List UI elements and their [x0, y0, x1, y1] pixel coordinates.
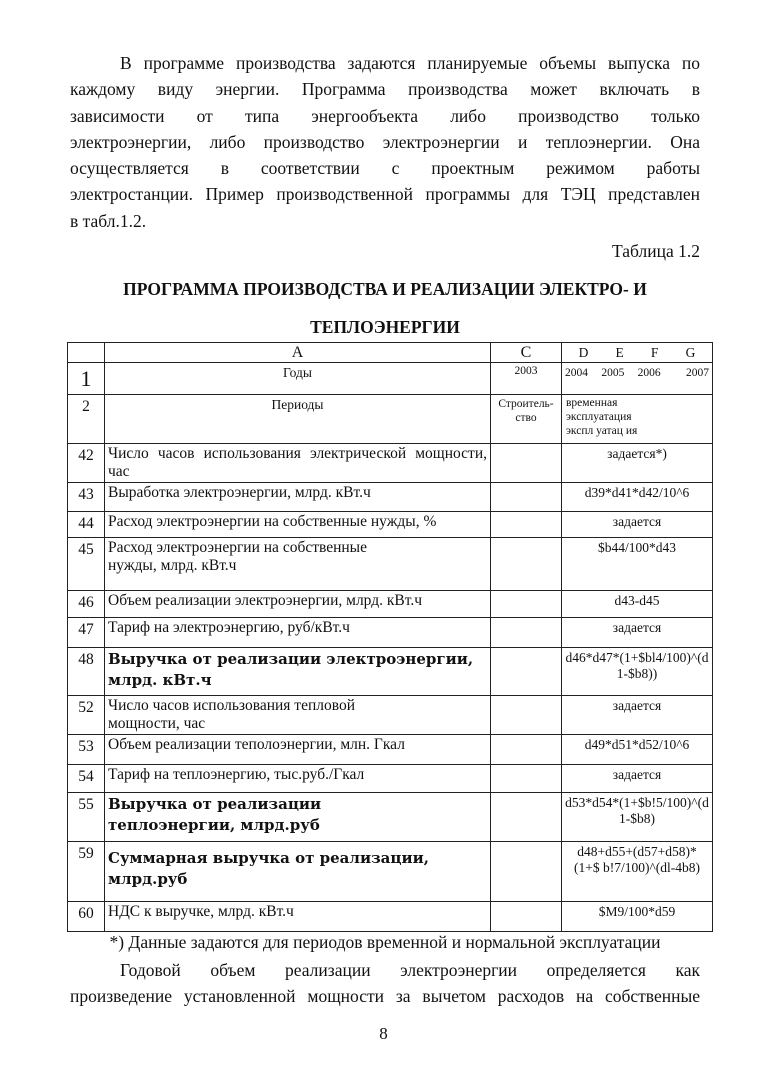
row-c-cell: [491, 512, 562, 538]
year: 2005: [601, 367, 625, 379]
row-number: 42: [68, 444, 105, 483]
intro-line: электроэнергии, либо производство электроэнергии и теплоэнергии. Она: [70, 131, 700, 152]
row-c-cell: [491, 793, 562, 842]
row-c-cell: [491, 735, 562, 765]
row-label: Тариф на электроэнергию, руб/кВт.ч: [105, 618, 491, 648]
table-title-line: ПРОГРАММА ПРОИЗВОДСТВА И РЕАЛИЗАЦИИ ЭЛЕКТРО- И: [123, 279, 647, 299]
table-row: [68, 696, 713, 735]
row-number: 44: [68, 512, 105, 538]
production-program-table: [67, 342, 713, 932]
table-row: [68, 842, 713, 902]
row-number: 55: [68, 793, 105, 842]
table-row: [68, 648, 713, 696]
intro-paragraph: [70, 50, 700, 234]
table-footnote: *) Данные задаются для периодов временной и нормальной эксплуатации: [109, 932, 661, 952]
outro-line: Годовой объем реализации электроэнергии определяется как: [120, 960, 700, 980]
column-letter-f: F: [650, 345, 659, 360]
intro-line: электростанции. Пример производственной программы для ТЭЦ представлен: [70, 184, 700, 205]
row-c-cell: [491, 765, 562, 793]
row-formula: d46*d47*(1+$bl4/100)^(d 1-$b8)): [562, 648, 713, 696]
corner-cell: [68, 343, 105, 363]
row-label: Суммарная выручка от реализации, млрд.руб: [105, 842, 491, 902]
row-number: 52: [68, 696, 105, 735]
period-line: временная: [566, 397, 618, 409]
year: 2006: [637, 367, 661, 379]
intro-line: В программе производства задаются планируемые объемы выпуска по: [120, 53, 700, 73]
column-letter-g: G: [685, 345, 696, 360]
row-number: 60: [68, 902, 105, 932]
table-row-periods: [68, 395, 713, 444]
row-formula: d49*d51*d52/10^6: [562, 735, 713, 765]
row-label: Выработка электроэнергии, млрд. кВт.ч: [105, 483, 491, 512]
table-row: [68, 765, 713, 793]
row-formula: $b44/100*d43: [562, 538, 713, 591]
row-label: Число часов использования электрической мощности, час: [105, 444, 491, 483]
row-label: Расход электроэнергии на собственные нужды, млрд. кВт.ч: [105, 538, 491, 591]
row-number: 2: [68, 395, 105, 444]
row-label: Число часов использования тепловой мощности, час: [105, 696, 491, 735]
row-label: Годы: [105, 363, 491, 395]
row-number: 53: [68, 735, 105, 765]
row-label: Объем реализации теполоэнергии, млн. Гкал: [105, 735, 491, 765]
table-row: [68, 735, 713, 765]
table-row: [68, 444, 713, 483]
intro-line: осуществляется в соответствии с проектным режимом работы: [70, 158, 700, 179]
row-c-cell: [491, 483, 562, 512]
row-formula: задается: [562, 512, 713, 538]
row-label: Расход электроэнергии на собственные нужды, %: [105, 512, 491, 538]
outro-line: произведение установленной мощности за вычетом расходов на собственные: [70, 986, 700, 1007]
row-label: Объем реализации электроэнергии, млрд. кВт.ч: [105, 591, 491, 618]
table-row: [68, 618, 713, 648]
row-formula: задается: [562, 618, 713, 648]
row-c-cell: [491, 591, 562, 618]
year-2003: 2003: [491, 363, 562, 395]
period-construction: Строитель-ство: [491, 395, 562, 444]
page-number: 8: [379, 1024, 388, 1043]
year: 2007: [685, 367, 709, 379]
table-row: [68, 538, 713, 591]
table-title-line: ТЕПЛОЭНЕРГИИ: [310, 317, 460, 337]
table-row: [68, 902, 713, 932]
row-c-cell: [491, 842, 562, 902]
row-formula: задается: [562, 765, 713, 793]
table-title: [70, 270, 700, 346]
column-letter-c: C: [491, 343, 562, 363]
outro-paragraph: [70, 957, 700, 1010]
column-letter-d: D: [578, 345, 589, 360]
row-c-cell: [491, 538, 562, 591]
column-letters-row: [68, 343, 713, 363]
period-line: эксплуатация: [566, 411, 632, 423]
years-cell: [562, 363, 713, 395]
table-row: [68, 793, 713, 842]
row-c-cell: [491, 902, 562, 932]
row-formula: d53*d54*(1+$b!5/100)^(d 1-$b8): [562, 793, 713, 842]
table-row: [68, 591, 713, 618]
column-letter-a: A: [105, 343, 491, 363]
column-letter-e: E: [615, 345, 624, 360]
row-formula: задается*): [562, 444, 713, 483]
row-c-cell: [491, 696, 562, 735]
table-row-years: [68, 363, 713, 395]
row-formula: d39*d41*d42/10^6: [562, 483, 713, 512]
year: 2004: [565, 367, 588, 379]
row-number: 46: [68, 591, 105, 618]
intro-line: каждому виду энергии. Программа производства может включать в: [70, 79, 700, 100]
row-number: 48: [68, 648, 105, 696]
row-label: Тариф на теплоэнергию, тыс.руб./Гкал: [105, 765, 491, 793]
row-c-cell: [491, 444, 562, 483]
intro-line: зависимости от типа энергообъекта либо производство только: [70, 105, 700, 126]
row-number: 1: [68, 363, 105, 395]
period-line: экспл уатац ия: [566, 425, 638, 437]
row-label: Выручка от реализации теплоэнергии, млрд.руб: [105, 793, 491, 842]
row-number: 59: [68, 842, 105, 902]
row-formula: d43-d45: [562, 591, 713, 618]
row-number: 45: [68, 538, 105, 591]
table-caption: Таблица 1.2: [612, 241, 700, 261]
row-c-cell: [491, 618, 562, 648]
row-formula: d48+d55+(d57+d58)*(1+$ b!7/100)^(dl-4b8): [562, 842, 713, 902]
row-label: Выручка от реализации электроэнергии, млрд. кВт.ч: [105, 648, 491, 696]
row-formula: $M9/100*d59: [562, 902, 713, 932]
row-formula: задается: [562, 696, 713, 735]
row-number: 43: [68, 483, 105, 512]
table-row: [68, 512, 713, 538]
period-operation: [562, 395, 713, 444]
row-number: 54: [68, 765, 105, 793]
row-label: Периоды: [105, 395, 491, 444]
table-row: [68, 483, 713, 512]
intro-line: в табл.1.2.: [70, 210, 147, 231]
column-letters-d-g: [562, 343, 713, 363]
row-label: НДС к выручке, млрд. кВт.ч: [105, 902, 491, 932]
row-number: 47: [68, 618, 105, 648]
row-c-cell: [491, 648, 562, 696]
